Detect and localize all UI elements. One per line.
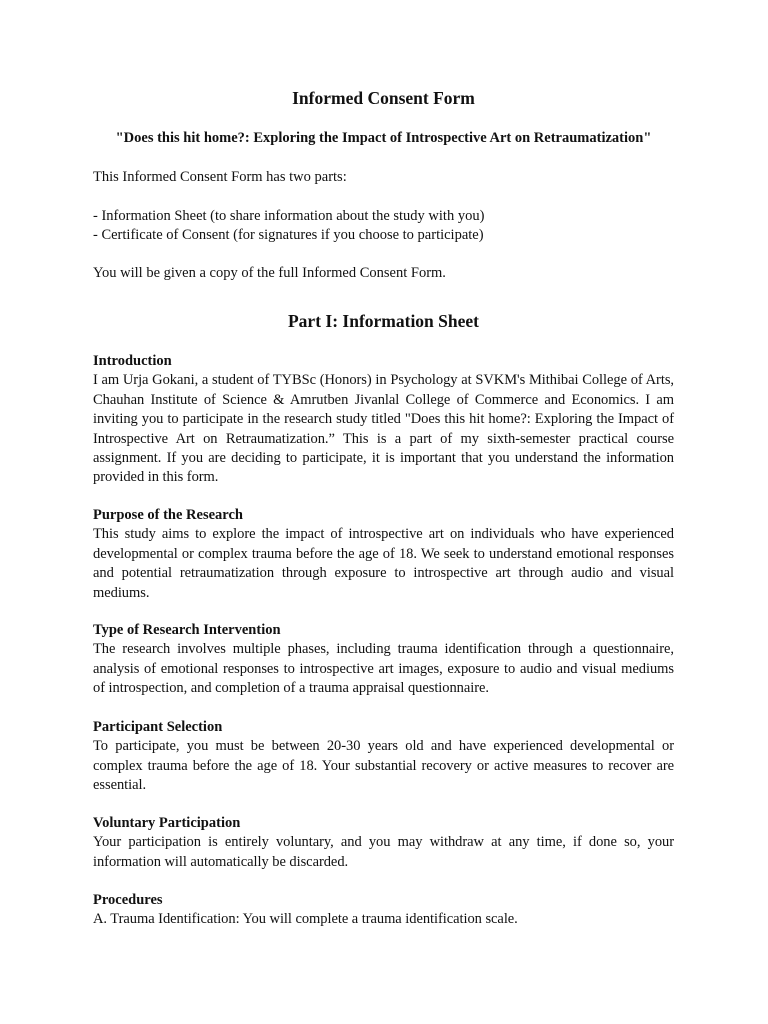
parts-list-item-certificate-of-consent: - Certificate of Consent (for signatures if you choose to participate)	[93, 227, 484, 243]
document-page	[93, 0, 674, 1024]
section-body: A. Trauma Identification: You will complete a trauma identification scale.	[93, 911, 518, 928]
section-heading: Participant Selection	[93, 719, 223, 735]
section-heading: Type of Research Intervention	[93, 622, 281, 638]
section-heading: Purpose of the Research	[93, 507, 243, 523]
copy-note: You will be given a copy of the full Informed Consent Form.	[93, 265, 446, 281]
section-body: To participate, you must be between 20-30 years old and have experienced developmental or complex trauma before the age of 18. Your substantial recovery or active measures to recover are essential.	[93, 738, 674, 794]
study-title: "Does this hit home?: Exploring the Impact of Introspective Art on Retraumatization"	[115, 130, 652, 146]
section-heading: Voluntary Participation	[93, 815, 241, 831]
section-body: This study aims to explore the impact of introspective art on individuals who have experienced developmental or complex trauma before the age of 18. We seek to understand emotional responses and potential retraumatization through exposure to introspective art through audio and visual mediums.	[93, 526, 674, 601]
part-one-title: Part I: Information Sheet	[287, 311, 479, 331]
parts-list-item-information-sheet: - Information Sheet (to share information about the study with you)	[93, 208, 485, 224]
section-heading: Introduction	[93, 353, 172, 369]
section-procedures	[93, 891, 674, 930]
section-heading: Procedures	[93, 892, 163, 908]
section-body: Your participation is entirely voluntary, and you may withdraw at any time, if done so, your information will automatically be discarded.	[93, 834, 674, 870]
section-introduction	[93, 352, 674, 488]
intro-line: This Informed Consent Form has two parts:	[93, 169, 347, 185]
section-body: The research involves multiple phases, including trauma identification through a questionnaire, analysis of emotional responses to introspective art images, exposure to audio and visual mediums of introspection, and completion of a trauma appraisal questionnaire.	[93, 641, 674, 697]
document-title: Informed Consent Form	[292, 88, 475, 108]
section-body: I am Urja Gokani, a student of TYBSc (Honors) in Psychology at SVKM's Mithibai College of Arts, Chauhan Institute of Science & Amrutben Jivanlal College of Commerce and Economics. I am inviting you to participate in the research study titled "Does this hit home?: Exploring the Impact of Introspective Art on Retraumatization.” This is a part of my sixth-semester practical course assignment. If you are deciding to participate, it is important that you understand the information provided in this form.	[93, 372, 674, 486]
section-type-of-research-intervention	[93, 621, 674, 699]
section-participant-selection	[93, 718, 674, 796]
section-voluntary-participation	[93, 814, 674, 872]
section-purpose-of-research	[93, 506, 674, 603]
